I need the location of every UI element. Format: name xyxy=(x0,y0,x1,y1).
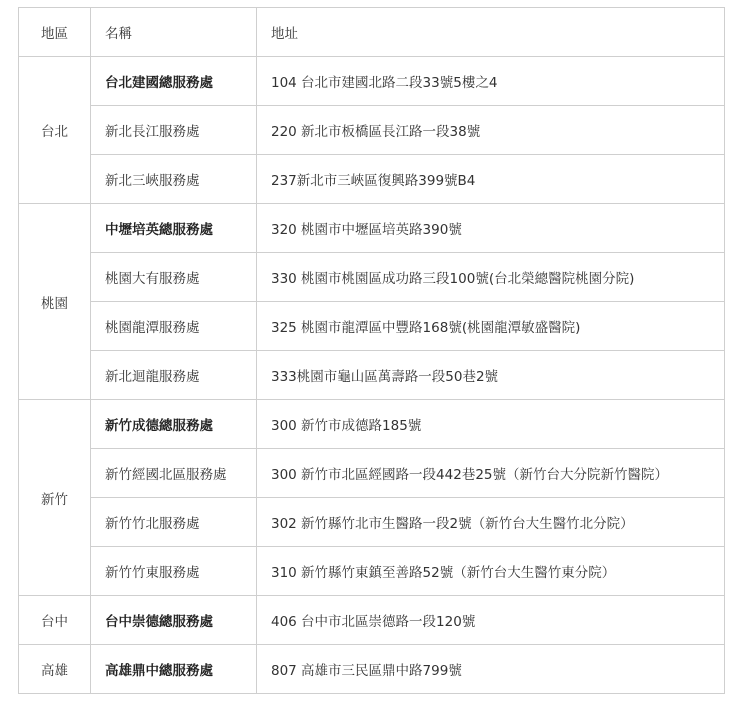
table-row xyxy=(19,351,725,400)
office-name: 新北三峽服務處 xyxy=(91,155,257,204)
office-name: 新北迴龍服務處 xyxy=(91,351,257,400)
office-address: 330 桃園市桃園區成功路三段100號(台北榮總醫院桃園分院) xyxy=(257,253,725,302)
region-cell-taoyuan: 桃園 xyxy=(19,204,91,400)
table-row xyxy=(19,253,725,302)
office-address: 807 高雄市三民區鼎中路799號 xyxy=(257,645,725,694)
office-table xyxy=(18,7,725,694)
office-table-container xyxy=(18,7,725,694)
region-cell-taichung: 台中 xyxy=(19,596,91,645)
office-address: 302 新竹縣竹北市生醫路一段2號（新竹台大生醫竹北分院） xyxy=(257,498,725,547)
office-name: 新竹經國北區服務處 xyxy=(91,449,257,498)
office-name: 桃園龍潭服務處 xyxy=(91,302,257,351)
table-row xyxy=(19,645,725,694)
office-address: 300 新竹市北區經國路一段442巷25號（新竹台大分院新竹醫院） xyxy=(257,449,725,498)
table-row xyxy=(19,106,725,155)
header-address: 地址 xyxy=(257,8,725,57)
office-address: 325 桃園市龍潭區中豐路168號(桃園龍潭敏盛醫院) xyxy=(257,302,725,351)
office-address: 333桃園市龜山區萬壽路一段50巷2號 xyxy=(257,351,725,400)
office-name: 新北長江服務處 xyxy=(91,106,257,155)
office-name: 台北建國總服務處 xyxy=(91,57,257,106)
office-address: 237新北市三峽區復興路399號B4 xyxy=(257,155,725,204)
office-name: 新竹竹東服務處 xyxy=(91,547,257,596)
office-address: 320 桃園市中壢區培英路390號 xyxy=(257,204,725,253)
office-address: 220 新北市板橋區長江路一段38號 xyxy=(257,106,725,155)
office-address: 406 台中市北區崇德路一段120號 xyxy=(257,596,725,645)
region-cell-taipei: 台北 xyxy=(19,57,91,204)
office-name: 中壢培英總服務處 xyxy=(91,204,257,253)
table-row xyxy=(19,204,725,253)
office-name: 高雄鼎中總服務處 xyxy=(91,645,257,694)
table-row xyxy=(19,57,725,106)
table-header-row xyxy=(19,8,725,57)
table-row xyxy=(19,547,725,596)
office-name: 桃園大有服務處 xyxy=(91,253,257,302)
table-row xyxy=(19,498,725,547)
table-row xyxy=(19,400,725,449)
header-region: 地區 xyxy=(19,8,91,57)
office-name: 台中崇德總服務處 xyxy=(91,596,257,645)
table-row xyxy=(19,302,725,351)
table-row xyxy=(19,449,725,498)
office-name: 新竹成德總服務處 xyxy=(91,400,257,449)
office-address: 310 新竹縣竹東鎮至善路52號（新竹台大生醫竹東分院） xyxy=(257,547,725,596)
header-name: 名稱 xyxy=(91,8,257,57)
table-row xyxy=(19,596,725,645)
region-cell-hsinchu: 新竹 xyxy=(19,400,91,596)
table-row xyxy=(19,155,725,204)
region-cell-kaohsiung: 高雄 xyxy=(19,645,91,694)
office-address: 300 新竹市成德路185號 xyxy=(257,400,725,449)
office-address: 104 台北市建國北路二段33號5樓之4 xyxy=(257,57,725,106)
office-name: 新竹竹北服務處 xyxy=(91,498,257,547)
